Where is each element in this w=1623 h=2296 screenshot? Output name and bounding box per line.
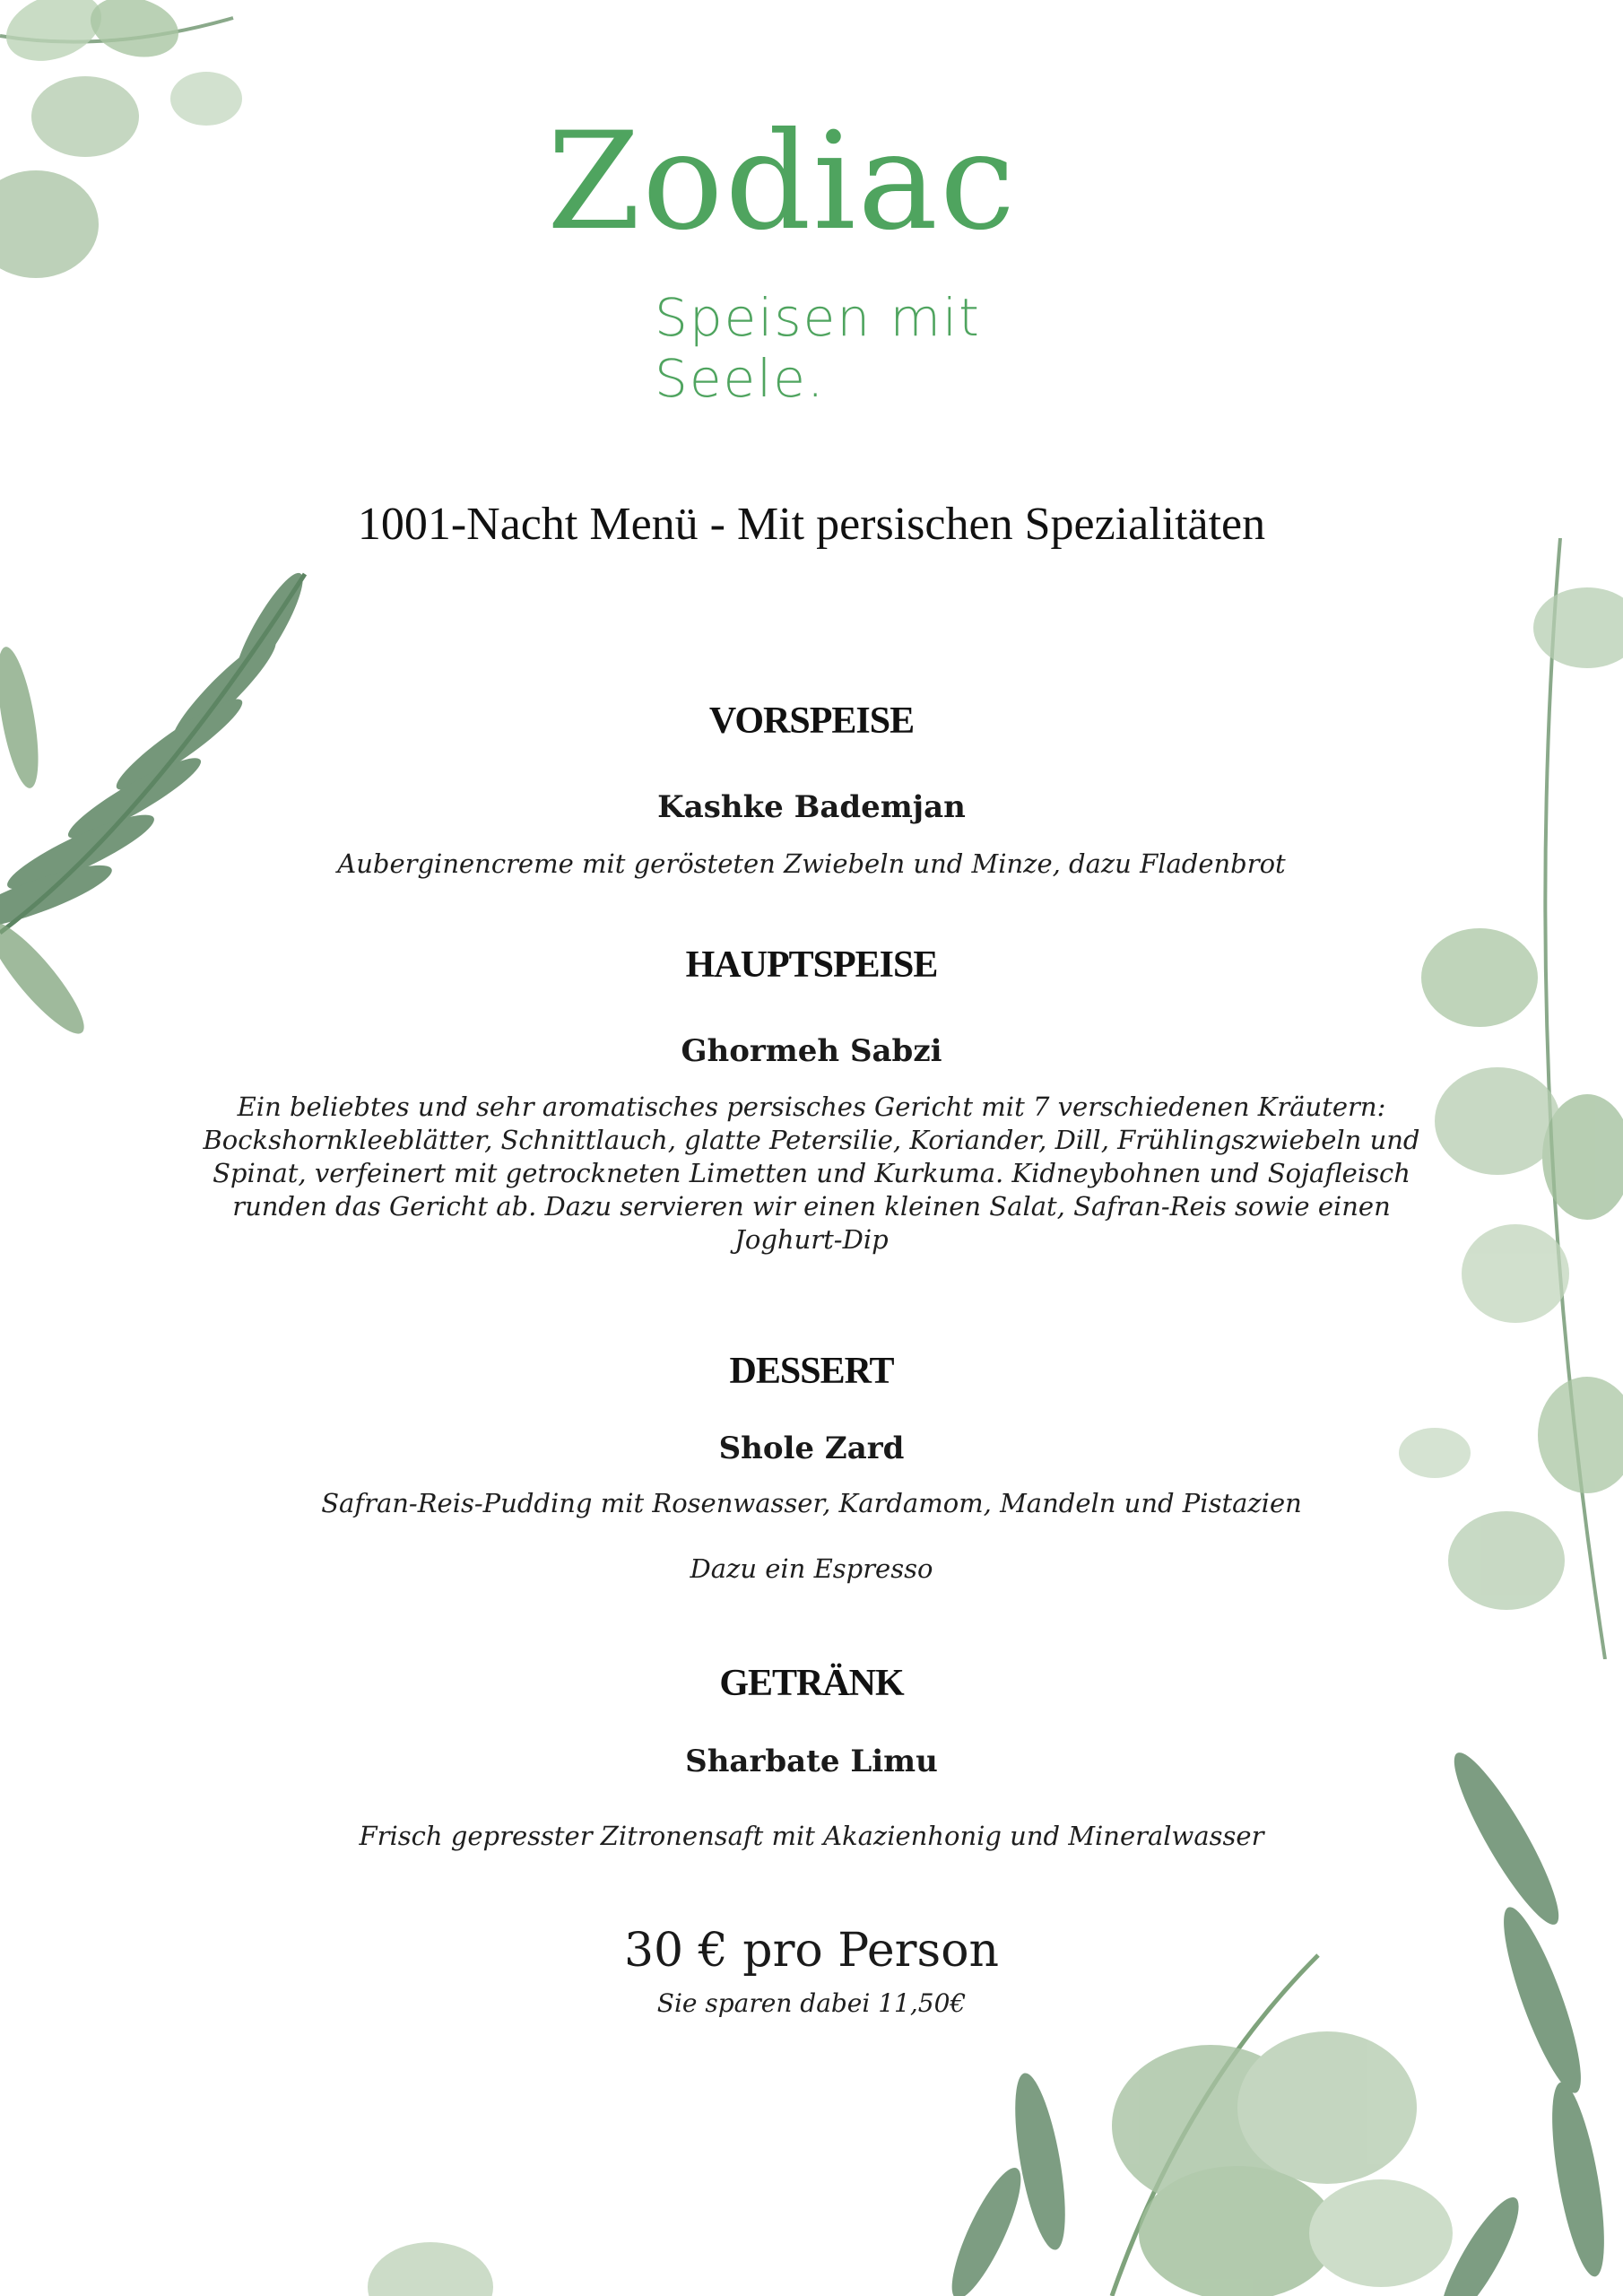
savings-note: Sie sparen dabei 11,50€ xyxy=(656,1988,967,2018)
section-heading-getraenk: GETRÄNK xyxy=(719,1663,904,1704)
dish-name-starter: Kashke Bademjan xyxy=(657,789,966,825)
restaurant-logo xyxy=(502,104,1148,409)
description-line: Ein beliebtes und sehr aromatisches persisches Gericht mit 7 verschiedenen Kräutern: xyxy=(237,1091,1386,1122)
dish-description-drink: Frisch gepresster Zitronensaft mit Akazienhonig und Mineralwasser xyxy=(359,1821,1264,1851)
dish-name-drink: Sharbate Limu xyxy=(685,1744,938,1779)
dish-name-main: Ghormeh Sabzi xyxy=(681,1033,942,1069)
menu-title: 1001-Nacht Menü - Mit persischen Spezialitäten xyxy=(357,499,1266,550)
description-line: runden das Gericht ab. Dazu servieren wir einen kleinen Salat, Safran-Reis sowie einen xyxy=(232,1191,1391,1222)
section-heading-hauptspeise: HAUPTSPEISE xyxy=(685,944,938,986)
section-heading-dessert: DESSERT xyxy=(729,1351,894,1392)
description-line: Spinat, verfeinert mit getrockneten Limetten und Kurkuma. Kidneybohnen und Sojafleisch xyxy=(213,1158,1410,1188)
dessert-extra-note: Dazu ein Espresso xyxy=(690,1553,933,1584)
logo-tagline: Speisen mit Seele. xyxy=(655,287,981,409)
dish-description-dessert: Safran-Reis-Pudding mit Rosenwasser, Kardamom, Mandeln und Pistazien xyxy=(321,1488,1302,1518)
dish-description-starter: Auberginencreme mit gerösteten Zwiebeln und Minze, dazu Fladenbrot xyxy=(337,848,1286,879)
section-heading-vorspeise: VORSPEISE xyxy=(708,700,915,742)
logo-wordmark: Zodiac xyxy=(547,104,1017,260)
menu-price: 30 € pro Person xyxy=(623,1924,1000,1978)
leaf-bottom-left-decoration xyxy=(341,2206,520,2296)
description-line: Joghurt-Dip xyxy=(734,1224,889,1255)
eucalyptus-top-left-decoration xyxy=(0,0,269,296)
description-line: Bockshornkleeblätter, Schnittlauch, glatte Petersilie, Koriander, Dill, Frühlingszwiebeln und xyxy=(203,1125,1420,1155)
dish-name-dessert: Shole Zard xyxy=(718,1431,905,1466)
dish-description-main xyxy=(197,1091,1426,1257)
